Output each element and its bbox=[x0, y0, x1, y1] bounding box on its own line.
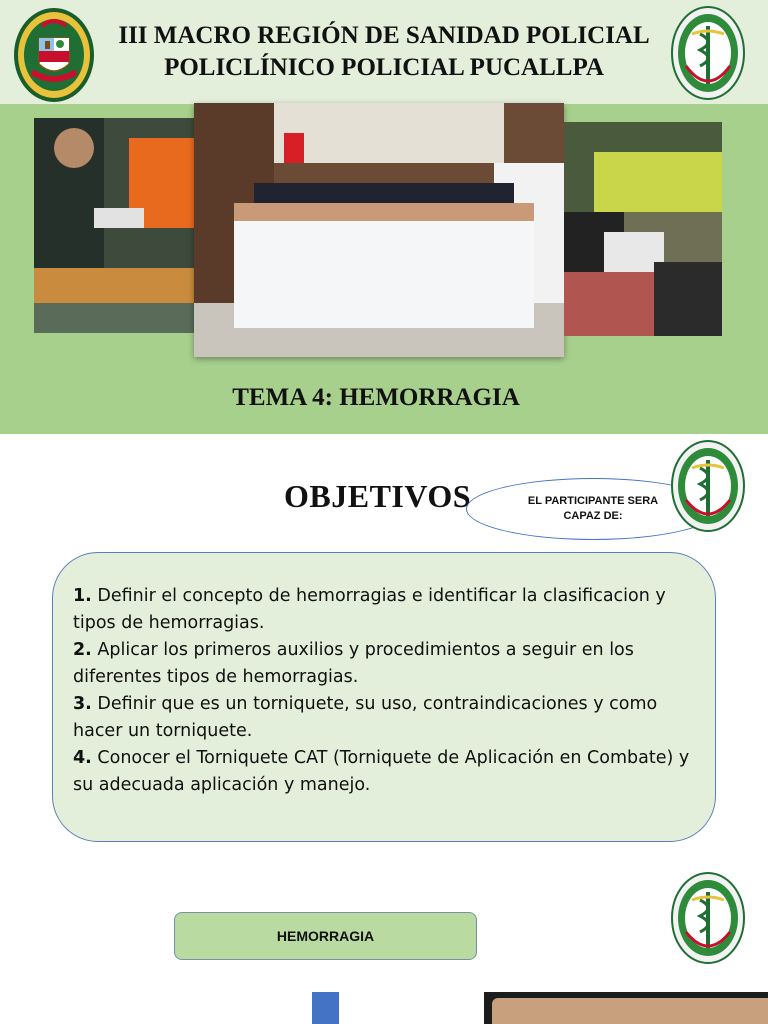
participant-callout-text: EL PARTICIPANTE SERA CAPAZ DE: bbox=[527, 495, 659, 522]
police-health-emblem-icon bbox=[670, 4, 746, 102]
objective-text: Aplicar los primeros auxilios y procedimientos a seguir en los diferentes tipos de hemorragias. bbox=[73, 640, 634, 687]
objective-number: 3. bbox=[73, 694, 92, 714]
topic-title: TEMA 4: HEMORRAGIA bbox=[232, 384, 520, 411]
bottom-photo bbox=[484, 992, 768, 1024]
objective-number: 2. bbox=[73, 640, 92, 660]
objective-text: Conocer el Torniquete CAT (Torniquete de Aplicación en Combate) y su adecuada aplicación y manejo. bbox=[73, 748, 690, 795]
institution-title: III MACRO REGIÓN DE SANIDAD POLICIAL bbox=[118, 22, 650, 49]
objective-number: 4. bbox=[73, 748, 92, 768]
header-band bbox=[0, 0, 768, 104]
objective-number: 1. bbox=[73, 586, 92, 606]
objective-text: Definir el concepto de hemorragias e identificar la clasificacion y tipos de hemorragias. bbox=[73, 586, 666, 633]
objective-item bbox=[73, 637, 695, 691]
clinic-title: POLICLÍNICO POLICIAL PUCALLPA bbox=[164, 54, 604, 81]
training-photo-left bbox=[34, 118, 194, 333]
objective-item bbox=[73, 745, 695, 799]
bottom-photo-content bbox=[492, 998, 768, 1024]
training-photo-right bbox=[564, 122, 722, 336]
objective-text: Definir que es un torniquete, su uso, contraindicaciones y como hacer un torniquete. bbox=[73, 694, 658, 741]
police-crest-icon bbox=[12, 6, 96, 104]
objective-item bbox=[73, 583, 695, 637]
police-health-emblem-icon bbox=[670, 438, 746, 534]
blue-marker-shape bbox=[312, 992, 339, 1024]
objectives-heading: OBJETIVOS bbox=[284, 478, 472, 514]
objective-item bbox=[73, 691, 695, 745]
hemorragia-section-label: HEMORRAGIA bbox=[276, 928, 375, 944]
hemorragia-section-button[interactable] bbox=[174, 912, 477, 960]
objectives-list bbox=[52, 552, 716, 842]
group-photo bbox=[194, 103, 564, 357]
police-health-emblem-icon bbox=[670, 870, 746, 966]
